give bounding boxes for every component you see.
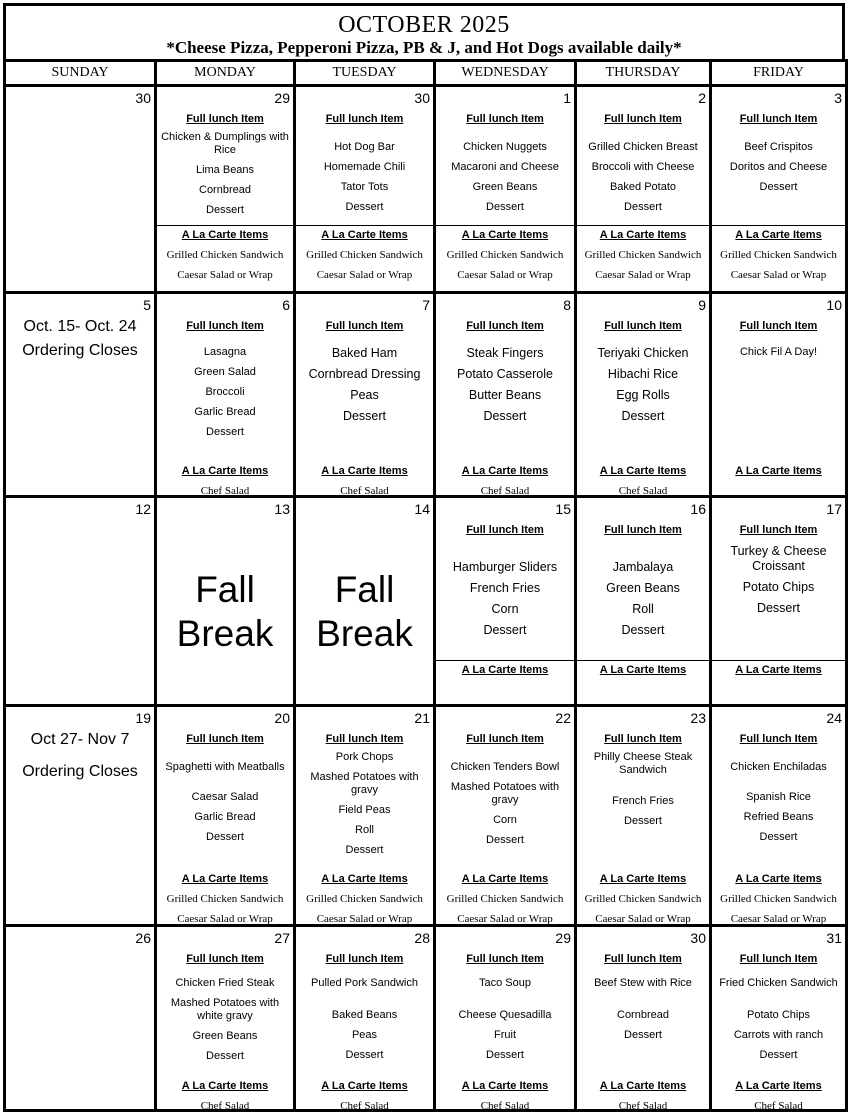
menu-item: Mashed Potatoes with gravy [310,771,419,796]
full-lunch-header: Full lunch Item [325,733,404,745]
full-lunch-header: Full lunch Item [604,953,682,965]
menu-item: Fried Chicken Sandwich [719,977,838,989]
menu-item: Baked Beans [331,1009,398,1021]
day-cell [295,497,435,706]
a-la-carte-header: A La Carte Items [321,465,408,477]
day-cell [576,293,711,497]
day-cell [156,926,295,1111]
a-la-carte-header: A La Carte Items [321,873,408,885]
menu-item: Pork Chops [335,751,394,763]
a-la-carte-item: Caesar Salad or Wrap [316,913,413,925]
menu-item: Chicken Tenders Bowl [450,761,560,773]
menu-item: Dessert [483,409,527,423]
menu-item: Carrots with ranch [733,1029,824,1041]
day-number: 10 [826,297,842,313]
full-lunch-header: Full lunch Item [604,524,682,536]
a-la-carte-header: A La Carte Items [735,465,822,477]
day-number: 20 [274,710,290,726]
dow-thursday: THURSDAY [576,61,711,86]
menu-item: Potato Chips [747,1009,810,1021]
day-cell [711,293,847,497]
day-cell [156,293,295,497]
menu-item: Chicken & Dumplings with Rice [161,131,289,156]
day-cell-sunday [5,926,156,1111]
day-number: 7 [422,297,430,313]
full-lunch-header: Full lunch Item [466,953,544,965]
full-lunch-header: Full lunch Item [186,953,264,965]
menu-item: Cornbread [617,1009,669,1021]
full-lunch-header: Full lunch Item [186,733,264,745]
day-cell [435,86,576,293]
full-lunch-header: Full lunch Item [325,113,404,125]
a-la-carte-item: Caesar Salad or Wrap [595,269,691,281]
menu-item: Grilled Chicken Breast [588,141,698,153]
day-number: 2 [698,90,706,106]
menu-item: Peas [350,388,379,402]
menu-item: Dessert [759,181,798,193]
dow-friday: FRIDAY [711,61,847,86]
menu-item: Dessert [486,201,524,213]
menu-item: Garlic Bread [194,406,256,418]
menu-item-list [436,751,574,854]
day-number: 19 [135,710,151,726]
menu-item: Dessert [345,844,384,856]
a-la-carte-header: A La Carte Items [181,465,269,477]
day-cell [156,706,295,926]
menu-item-list [712,346,845,366]
a-la-carte-item: Grilled Chicken Sandwich [446,893,564,905]
day-cell [435,706,576,926]
day-number: 16 [690,501,706,517]
menu-item: Dessert [486,834,524,846]
full-lunch-header: Full lunch Item [739,113,818,125]
full-lunch-header: Full lunch Item [186,320,264,332]
day-number: 30 [135,90,151,106]
a-la-carte-header: A La Carte Items [599,229,687,241]
menu-item: Homemade Chili [323,161,406,173]
day-number: 21 [414,710,430,726]
menu-item: Dessert [206,1050,244,1062]
fall-break-label: Break [316,613,413,654]
a-la-carte-item: Chef Salad [200,1100,250,1112]
a-la-carte-item: Chef Salad [618,485,668,497]
menu-item: Dessert [624,1029,662,1041]
a-la-carte-item: Chef Salad [480,485,530,497]
day-number: 26 [135,930,151,946]
menu-item: Tator Tots [340,181,389,193]
day-number: 6 [282,297,290,313]
menu-item: Chicken Nuggets [463,141,547,153]
menu-item: Cheese Quesadilla [458,1009,552,1021]
a-la-carte-header: A La Carte Items [181,873,269,885]
a-la-carte-header: A La Carte Items [599,1080,687,1092]
menu-item: Turkey & Cheese Croissant [730,544,827,573]
day-cell [295,706,435,926]
a-la-carte-item: Caesar Salad or Wrap [316,269,413,281]
menu-item: Dessert [483,623,527,637]
section-divider [712,660,845,661]
fall-break-label: Break [176,613,274,654]
menu-item: Dessert [342,409,387,423]
menu-item-list [436,977,574,1069]
menu-item-list [436,560,574,644]
a-la-carte-header: A La Carte Items [735,229,822,241]
a-la-carte-item: Grilled Chicken Sandwich [584,249,702,261]
menu-item: Hot Dog Bar [334,141,395,153]
menu-item-list [577,346,709,430]
menu-item: Potato Chips [742,580,815,594]
calendar-week-row [5,926,847,1111]
menu-item: Hibachi Rice [607,367,679,381]
menu-item-list [157,131,293,224]
page-title: OCTOBER 2025 [338,12,510,38]
menu-item-list [296,977,433,1069]
day-cell [711,86,847,293]
day-number: 27 [274,930,290,946]
calendar-week-row [5,86,847,293]
full-lunch-header: Full lunch Item [325,953,404,965]
day-cell [156,497,295,706]
menu-item: Green Beans [192,1030,258,1042]
menu-item: Dessert [206,831,244,843]
menu-item: Green Beans [472,181,538,193]
ordering-note: Ordering Closes [22,342,138,359]
a-la-carte-header: A La Carte Items [461,465,549,477]
day-cell [156,86,295,293]
day-cell [435,497,576,706]
day-cell [295,86,435,293]
menu-item-list [296,131,433,221]
section-divider [436,660,574,661]
full-lunch-header: Full lunch Item [466,320,544,332]
menu-item: Corn [493,814,517,826]
menu-item: Chicken Enchiladas [730,761,827,773]
day-number: 23 [690,710,706,726]
menu-item-list [436,346,574,430]
full-lunch-header: Full lunch Item [466,524,544,536]
a-la-carte-item: Chef Salad [480,1100,530,1112]
a-la-carte-item: Chef Salad [618,1100,668,1112]
menu-item-list [157,977,293,1070]
day-number: 30 [414,90,430,106]
a-la-carte-item: Caesar Salad or Wrap [177,913,273,925]
a-la-carte-header: A La Carte Items [599,664,687,676]
a-la-carte-header: A La Carte Items [599,465,687,477]
menu-item: Cornbread Dressing [308,367,421,381]
menu-item: French Fries [612,795,674,807]
day-cell-sunday [5,497,156,706]
menu-item-list [577,751,709,835]
a-la-carte-item: Grilled Chicken Sandwich [166,249,284,261]
full-lunch-header: Full lunch Item [739,320,818,332]
day-number: 14 [414,501,430,517]
menu-item: Dessert [624,201,662,213]
day-cell [576,926,711,1111]
a-la-carte-item: Chef Salad [340,1100,389,1112]
menu-item-list [577,977,709,1049]
a-la-carte-item: Grilled Chicken Sandwich [166,893,284,905]
calendar-week-row [5,706,847,926]
menu-item: Egg Rolls [616,388,670,402]
dow-tuesday: TUESDAY [295,61,435,86]
full-lunch-header: Full lunch Item [739,733,818,745]
menu-item: Dessert [206,426,244,438]
menu-item-list [436,131,574,221]
menu-item: Dessert [486,1049,524,1061]
menu-item: Dessert [206,204,244,216]
menu-item: Steak Fingers [466,346,544,360]
day-cell [576,706,711,926]
day-number: 28 [414,930,430,946]
a-la-carte-item: Grilled Chicken Sandwich [720,893,837,905]
a-la-carte-item: Caesar Salad or Wrap [595,913,691,925]
menu-item: Corn [491,602,519,616]
full-lunch-header: Full lunch Item [604,733,682,745]
a-la-carte-item: Caesar Salad or Wrap [457,913,553,925]
dow-wednesday: WEDNESDAY [435,61,576,86]
a-la-carte-item: Grilled Chicken Sandwich [306,893,423,905]
a-la-carte-item: Caesar Salad or Wrap [730,913,827,925]
menu-item: Beef Stew with Rice [594,977,692,989]
day-number: 29 [555,930,571,946]
ordering-note: Oct 27- Nov 7 [30,731,130,748]
menu-item: Dessert [345,201,384,213]
day-cell [711,926,847,1111]
a-la-carte-header: A La Carte Items [735,873,822,885]
menu-item-list [712,544,845,622]
section-divider [577,660,709,661]
a-la-carte-item: Chef Salad [754,1100,803,1112]
day-cell [711,497,847,706]
menu-item: Peas [351,1029,378,1041]
menu-item: Dessert [759,831,798,843]
menu-item: French Fries [469,581,541,595]
a-la-carte-header: A La Carte Items [461,873,549,885]
menu-item: Roll [355,824,374,836]
day-number: 5 [143,297,151,313]
a-la-carte-item: Grilled Chicken Sandwich [446,249,564,261]
menu-item: Taco Soup [479,977,531,989]
menu-item: Caesar Salad [191,791,259,803]
menu-item-list [296,751,433,864]
menu-item: Dessert [759,1049,798,1061]
dow-monday: MONDAY [156,61,295,86]
calendar-header [3,3,845,59]
menu-item: Fruit [494,1029,516,1041]
day-cell [435,926,576,1111]
menu-item: Lima Beans [195,164,255,176]
section-divider [577,225,709,226]
a-la-carte-header: A La Carte Items [599,873,687,885]
fall-break-label: Fall [334,569,395,610]
section-divider [712,225,845,226]
day-cell-sunday [5,86,156,293]
day-cell [576,86,711,293]
menu-item: Dessert [345,1049,384,1061]
a-la-carte-item: Caesar Salad or Wrap [730,269,827,281]
menu-item: Dessert [624,815,662,827]
full-lunch-header: Full lunch Item [604,320,682,332]
a-la-carte-header: A La Carte Items [461,1080,549,1092]
page-subtitle: *Cheese Pizza, Pepperoni Pizza, PB & J, and Hot Dogs available daily* [166,38,682,57]
day-number: 12 [135,501,151,517]
ordering-note: Ordering Closes [22,763,138,780]
a-la-carte-header: A La Carte Items [181,1080,269,1092]
a-la-carte-item: Grilled Chicken Sandwich [306,249,423,261]
day-number: 31 [826,930,842,946]
menu-item: Cornbread [199,184,251,196]
menu-item: Mashed Potatoes with white gravy [170,997,280,1022]
menu-item: Teriyaki Chicken [597,346,689,360]
full-lunch-header: Full lunch Item [466,113,544,125]
menu-item: Spaghetti with Meatballs [165,761,285,773]
menu-item-list [157,751,293,851]
day-cell [295,926,435,1111]
a-la-carte-header: A La Carte Items [461,229,549,241]
menu-item: Mashed Potatoes with gravy [450,781,560,806]
menu-item: Baked Ham [331,346,398,360]
menu-item: Hamburger Sliders [452,560,558,574]
menu-item: Chick Fil A Day! [739,346,818,358]
menu-item-list [577,560,709,644]
menu-item: Macaroni and Cheese [451,161,559,173]
day-number: 8 [563,297,571,313]
menu-item: Spanish Rice [746,791,811,803]
section-divider [296,225,433,226]
menu-item: Butter Beans [468,388,542,402]
a-la-carte-header: A La Carte Items [321,229,408,241]
menu-item: Philly Cheese Steak Sandwich [593,751,693,776]
calendar-week-row [5,497,847,706]
a-la-carte-item: Grilled Chicken Sandwich [584,893,702,905]
day-cell [435,293,576,497]
menu-item: Chicken Fried Steak [175,977,275,989]
menu-item: Field Peas [338,804,391,816]
menu-item: Doritos and Cheese [729,161,828,173]
day-number: 24 [826,710,842,726]
day-cell [576,497,711,706]
menu-item: Broccoli with Cheese [591,161,695,173]
a-la-carte-header: A La Carte Items [321,1080,408,1092]
full-lunch-header: Full lunch Item [604,113,682,125]
menu-item: Baked Potato [609,181,677,193]
full-lunch-header: Full lunch Item [466,733,544,745]
section-divider [436,225,574,226]
ordering-note: Oct. 15- Oct. 24 [23,318,137,335]
a-la-carte-header: A La Carte Items [461,664,549,676]
menu-item: Roll [632,602,654,616]
day-cell [711,706,847,926]
day-number: 13 [274,501,290,517]
calendar-week-row [5,293,847,497]
full-lunch-header: Full lunch Item [186,113,264,125]
day-number: 15 [555,501,571,517]
a-la-carte-item: Grilled Chicken Sandwich [720,249,837,261]
day-number: 1 [563,90,571,106]
menu-item-list [712,751,845,851]
menu-item: Pulled Pork Sandwich [310,977,418,989]
full-lunch-header: Full lunch Item [325,320,404,332]
section-divider [157,225,293,226]
calendar-grid [3,59,848,1112]
menu-item-list [712,131,845,201]
day-number: 22 [555,710,571,726]
a-la-carte-item: Caesar Salad or Wrap [177,269,273,281]
menu-item: Dessert [621,409,665,423]
a-la-carte-item: Chef Salad [200,485,250,497]
menu-item-list [157,346,293,446]
full-lunch-header: Full lunch Item [739,524,818,536]
menu-item: Refried Beans [743,811,814,823]
day-number: 17 [826,501,842,517]
day-number: 30 [690,930,706,946]
day-cell-sunday [5,293,156,497]
day-number: 9 [698,297,706,313]
a-la-carte-item: Caesar Salad or Wrap [457,269,553,281]
menu-item-list [712,977,845,1069]
menu-item-list [296,346,433,430]
menu-item: Jambalaya [612,560,674,574]
day-cell-sunday [5,706,156,926]
a-la-carte-header: A La Carte Items [735,664,822,676]
day-number: 29 [274,90,290,106]
menu-item: Lasagna [203,346,247,358]
menu-item: Beef Crispitos [744,141,813,153]
fall-break-label: Fall [195,569,255,610]
a-la-carte-header: A La Carte Items [735,1080,822,1092]
menu-item-list [577,131,709,221]
menu-item: Green Salad [194,366,256,378]
menu-item: Dessert [621,623,665,637]
dow-sunday: SUNDAY [5,61,156,86]
day-cell [295,293,435,497]
menu-item: Dessert [756,601,801,615]
full-lunch-header: Full lunch Item [739,953,818,965]
menu-item: Broccoli [205,386,245,398]
menu-item: Potato Casserole [457,367,553,381]
a-la-carte-header: A La Carte Items [181,229,269,241]
menu-item: Garlic Bread [194,811,256,823]
menu-item: Green Beans [606,581,680,595]
a-la-carte-item: Chef Salad [340,485,389,497]
day-number: 3 [834,90,842,106]
